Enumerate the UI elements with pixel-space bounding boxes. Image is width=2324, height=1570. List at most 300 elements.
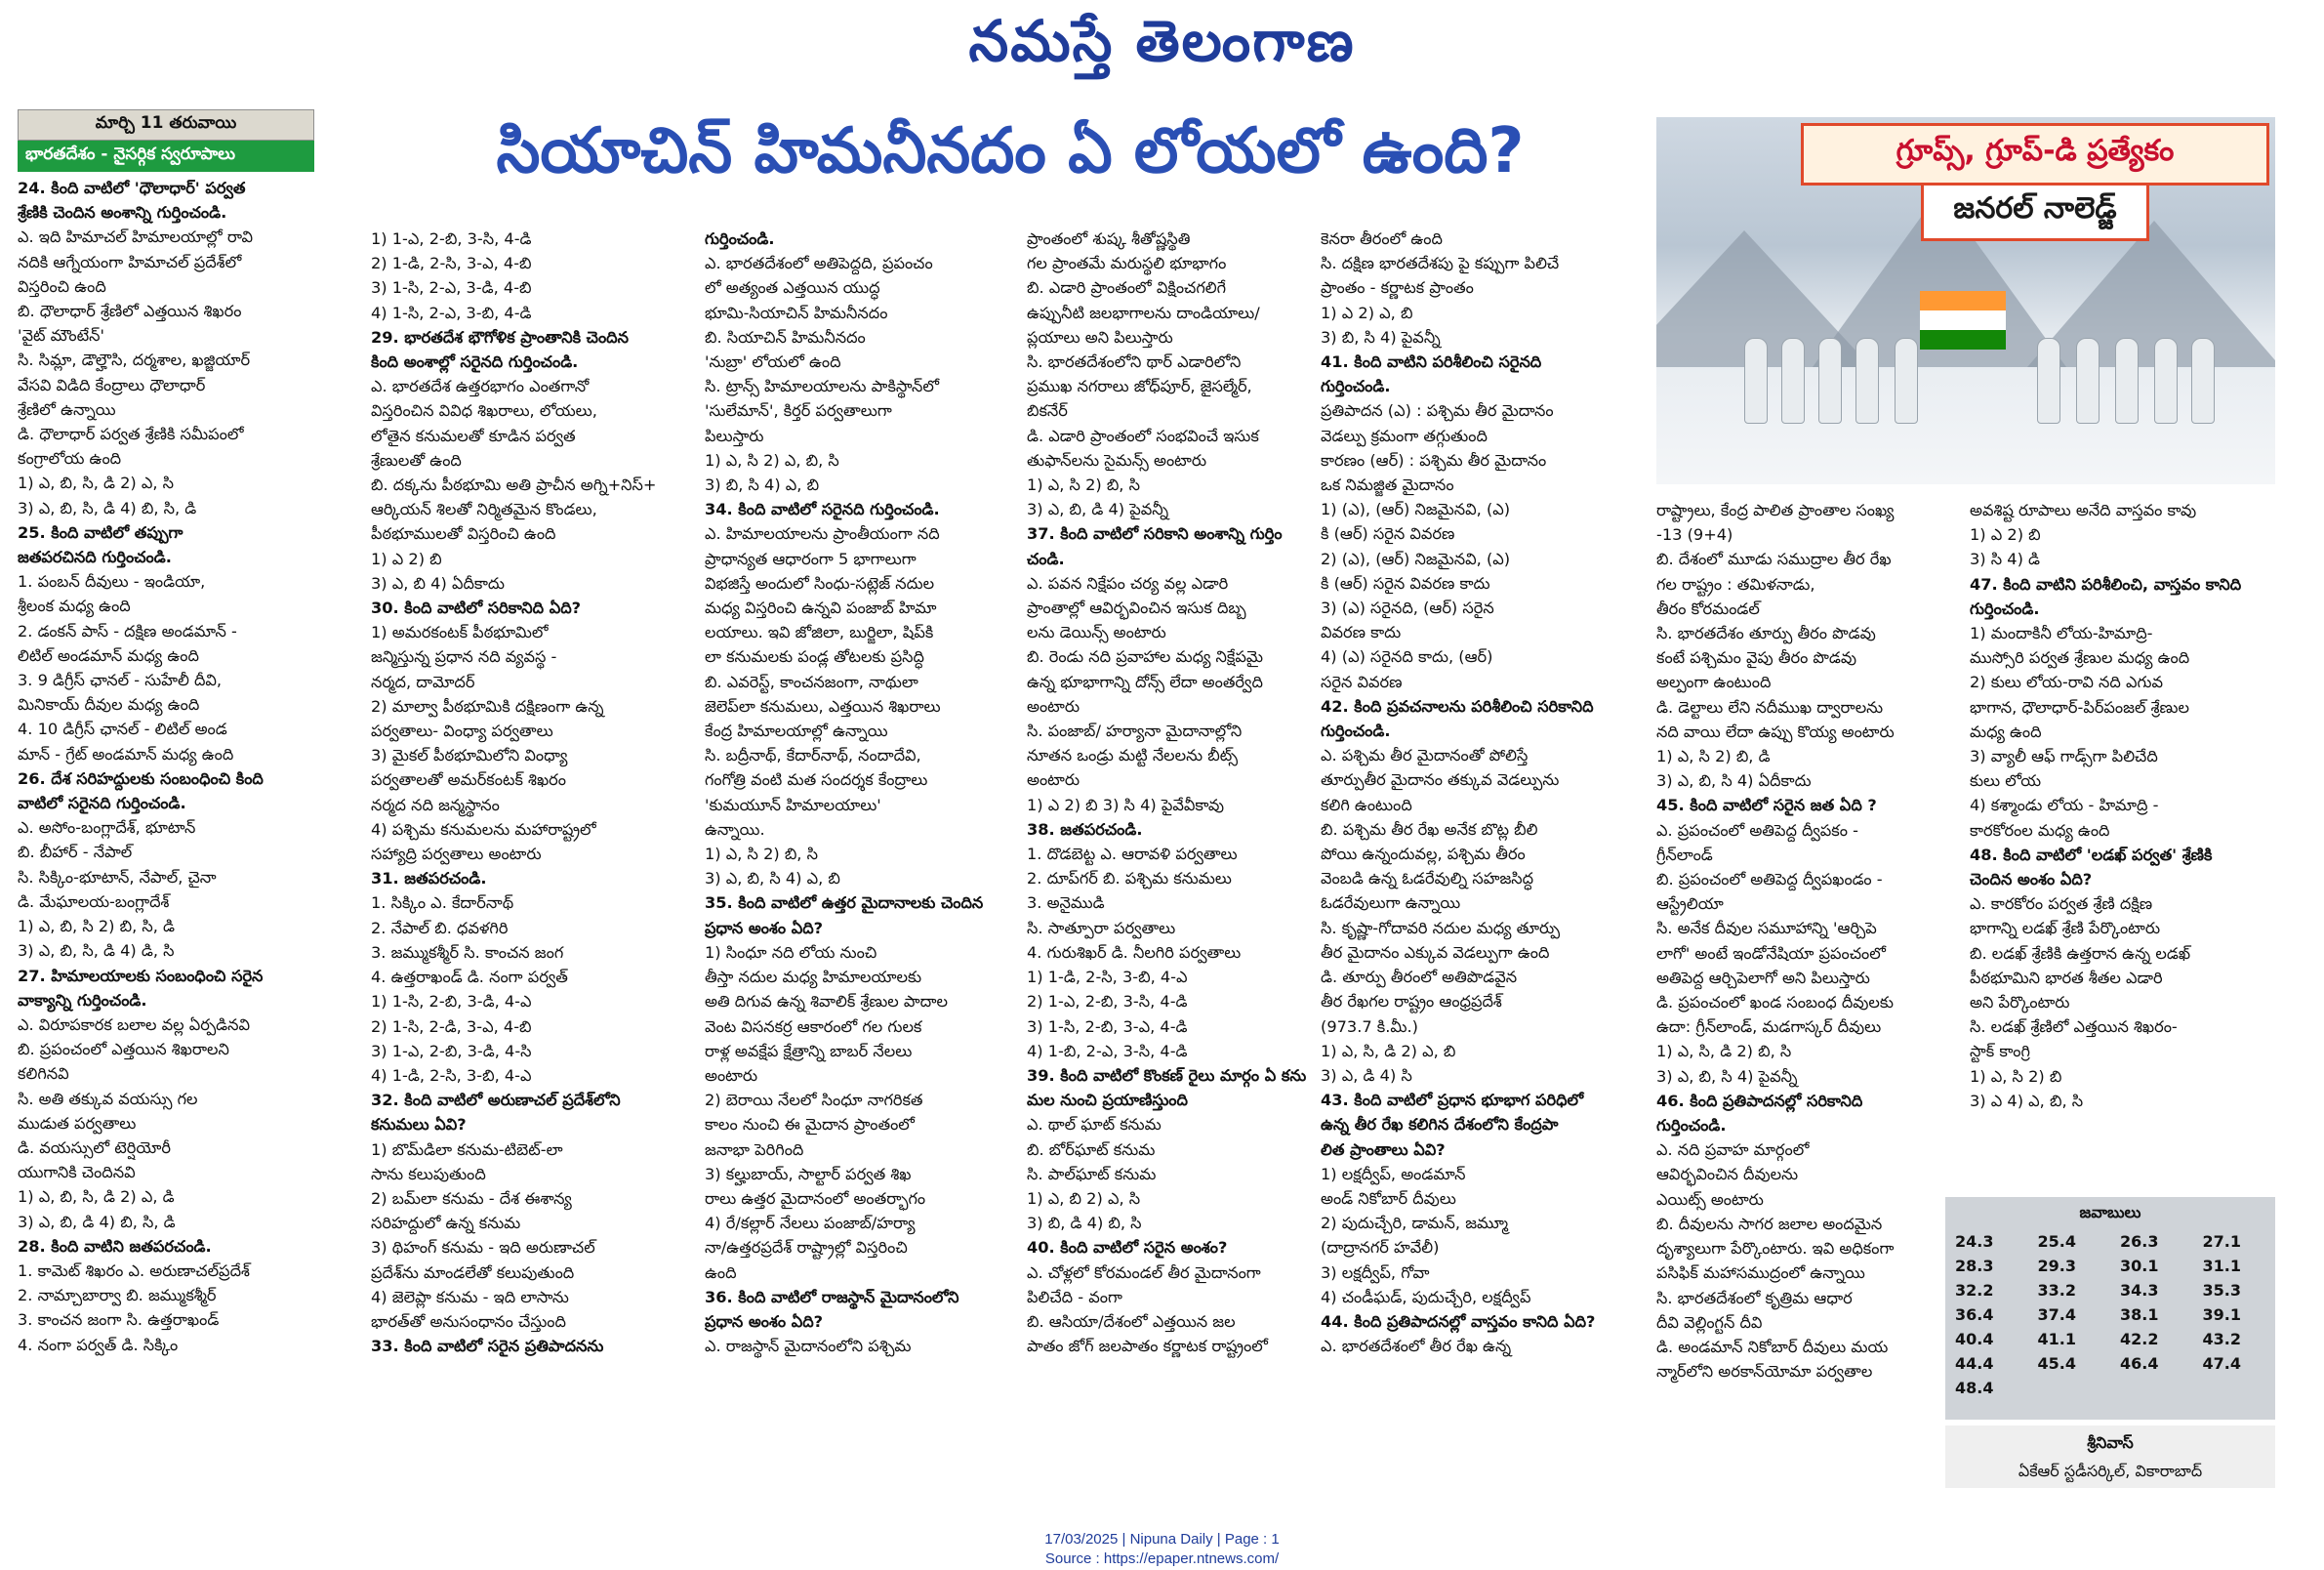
- section-tab-continuation: మార్చి 11 తరువాయి: [18, 109, 314, 141]
- text-line: నదికి ఆగ్నేయంగా హిమాచల్ ప్రదేశ్‌లో: [18, 252, 242, 271]
- text-line: ప్రాధాన్యత ఆధారంగా 5 భాగాలుగా: [705, 549, 917, 568]
- answer-table: [1945, 1229, 2275, 1400]
- answer-row: [1945, 1327, 2275, 1351]
- question-line: 32. కింది వాటిలో అరుణాచల్ ప్రదేశ్‌లోని: [371, 1091, 621, 1110]
- question-line: ప్రధాన అంశం ఏది?: [705, 918, 824, 937]
- text-line: బి. ప్రపంచంలో ఎత్తయిన శిఖరాలని: [18, 1040, 229, 1059]
- text-line: అవశిష్ట రూపాలు అనేది వాస్తవం కావు: [1970, 501, 2197, 519]
- question-line: 35. కింది వాటిలో ఉత్తర మైదానాలకు చెందిన: [705, 893, 984, 913]
- text-line: సి. భారతదేశంలో కృత్రిమ ఆధార: [1656, 1288, 1853, 1307]
- answer-cell: [2193, 1376, 2276, 1400]
- text-line: భాగాన్ని లడఖ్ శ్రేణి పేర్కొంటారు: [1970, 919, 2161, 938]
- text-line: 3. 9 డిగ్రీస్ ఛానల్ - సుహేలీ దీవి,: [18, 671, 223, 690]
- answer-row: [1945, 1351, 2275, 1376]
- text-line: 1) 1-సి, 2-బి, 3-డి, 4-ఎ: [371, 992, 532, 1012]
- answer-cell: [2028, 1376, 2111, 1400]
- text-line: మినికాయ్ దీవుల మధ్య ఉంది: [18, 695, 200, 715]
- author-affiliation: ఏకేఆర్ స్టడీసర్కిల్, వికారాబాద్: [2018, 1462, 2203, 1480]
- answer-cell: 44.4: [1955, 1354, 1994, 1373]
- text-column-1: [18, 176, 322, 1494]
- text-line: 3) 1-సి, 2-బి, 3-ఎ, 4-డి: [1027, 1016, 1188, 1036]
- question-line: 48. కింది వాటిలో 'లడఖ్ పర్వత' శ్రేణికి: [1970, 845, 2213, 864]
- text-line: బి. బోర్‌ఘాట్ కనుమ: [1027, 1139, 1156, 1159]
- text-line: 2) బమ్‌లా కనుమ - దేశ ఈశాన్య: [371, 1188, 572, 1208]
- text-line: 1) ఎ, సి 2) బి: [1970, 1066, 2062, 1086]
- answer-row: [1945, 1278, 2275, 1302]
- text-line: ఉన్నాయి.: [705, 819, 765, 839]
- text-line: బికనేర్: [1027, 401, 1068, 421]
- question-line: 31. జతపరచండి.: [371, 869, 487, 888]
- text-line: 3) ఎ, బి, డి 4) పైవన్నీ: [1027, 500, 1169, 519]
- text-line: 3) ఎ, బి, సి 4) ఎ, బి: [705, 869, 840, 888]
- text-line: లో అత్యంత ఎత్తయిన యుద్ధ: [705, 278, 880, 298]
- masthead: నమస్తే తెలంగాణ: [968, 8, 1356, 74]
- answer-cell: 27.1: [2202, 1232, 2241, 1251]
- text-line: కెనరా తీరంలో ఉంది: [1321, 229, 1443, 248]
- text-line: కులు లోయ: [1970, 771, 2042, 791]
- text-line: కారణం (ఆర్) : పశ్చిమ తీర మైదానం: [1321, 450, 1547, 470]
- answer-cell: 45.4: [2037, 1354, 2076, 1373]
- footer-source-line: Source : https://epaper.ntnews.com/: [1044, 1550, 1280, 1567]
- text-line: సి. సాత్పూరా పర్వతాలు: [1027, 918, 1176, 937]
- text-line: సి. అనేక దీవుల సమూహాన్ని 'ఆర్చిపె: [1656, 919, 1877, 938]
- text-line: సి. ట్రాన్స్ హిమాలయాలను పాకిస్థాన్‌లో: [705, 377, 940, 396]
- question-line: లిత ప్రాంతాలు ఏవి?: [1321, 1139, 1446, 1159]
- answer-cell: 30.1: [2120, 1257, 2159, 1275]
- text-line: ఉంది: [705, 1262, 737, 1282]
- text-line: ఎ. పవన నిక్షేపం చర్య వల్ల ఎడారి: [1027, 573, 1229, 593]
- question-line: 45. కింది వాటిలో సరైన జత ఏది ?: [1656, 796, 1877, 815]
- text-line: లను డెయిన్స్ అంటారు: [1027, 623, 1166, 642]
- text-line: 1) ఎ 2) ఎ, బి: [1321, 303, 1413, 322]
- text-line: అండ్ నికోబార్ దీవులు: [1321, 1188, 1456, 1208]
- badge-title: గ్రూప్స్, గ్రూప్-డి ప్రత్యేకం: [1801, 123, 2269, 186]
- text-line: లాగో' అంటే ఇండోనేషియా ప్రపంచంలో: [1656, 943, 1886, 963]
- text-line: 3) ఎ, బి, డి 4) బి, సి, డి: [18, 1212, 176, 1231]
- text-line: 2) 1-ఎ, 2-బి, 3-సి, 4-డి: [1027, 992, 1188, 1012]
- text-line: 1) ఎ 2) బి: [371, 549, 442, 568]
- text-line: బి. ఆసియా/దేశంలో ఎత్తయిన జల: [1027, 1311, 1236, 1331]
- text-line: 1) ఎ, సి 2) ఎ, బి, సి: [705, 450, 839, 470]
- text-line: ఎ. హిమాలయాలను ప్రాంతీయంగా నది: [705, 524, 940, 544]
- author-name: శ్రీనివాస్: [2087, 1433, 2134, 1452]
- text-line: 1. సిక్కిం ఎ. కేదార్‌నాథ్: [371, 893, 514, 913]
- text-line: పీఠభూమిని భారత శీతల ఎడారి: [1970, 968, 2163, 987]
- text-line: ప్రాంతంలో శుష్క శీతోష్ణస్థితి: [1027, 229, 1191, 248]
- answer-cell: 46.4: [2120, 1354, 2159, 1373]
- text-line: 3) 1-సి, 2-ఎ, 3-డి, 4-బి: [371, 278, 532, 298]
- text-line: పిలుస్తారు: [705, 426, 764, 445]
- text-line: డి. వయస్సులో టెర్షియోరీ: [18, 1137, 171, 1157]
- text-line: దీవి వెల్లింగ్టన్ దీవి: [1656, 1312, 1763, 1332]
- question-line: గుర్తించండి.: [1321, 377, 1391, 396]
- text-line: భాగాన, ధౌలాధార్-పిర్‌పంజల్ శ్రేణుల: [1970, 697, 2189, 717]
- text-line: 2) కులు లోయ-రావి నది ఎగువ: [1970, 673, 2164, 692]
- answer-cell: 37.4: [2037, 1305, 2076, 1324]
- text-line: గంగోత్రి వంటి మత సందర్శక కేంద్రాలు: [705, 770, 928, 790]
- text-line: (973.7 కి.మీ.): [1321, 1016, 1418, 1036]
- text-line: 3. కాంచన జంగా సి. ఉత్తరాఖండ్: [18, 1310, 220, 1330]
- text-line: పర్వతాలతో అమర్‌కంటక్ శిఖరం: [371, 770, 566, 790]
- text-line: బి. ఎడారి ప్రాంతంలో విక్షించగలిగే: [1027, 278, 1227, 298]
- text-line: బి. రెండు నది ప్రవాహాల మధ్య నిక్షేపమై: [1027, 647, 1264, 667]
- text-line: ఎ. అసోం-బంగ్లాదేశ్, భూటాన్: [18, 818, 196, 838]
- footer-date-line: 17/03/2025 | Nipuna Daily | Page : 1: [1044, 1531, 1280, 1548]
- question-line: 34. కింది వాటిలో సరైనది గుర్తించండి.: [705, 500, 940, 519]
- text-line: భారత్‌తో అనుసంధానం చేస్తుంది: [371, 1311, 566, 1331]
- text-line: ఎ. భారతదేశంలో అతిపెద్దది, ప్రపంచం: [705, 254, 933, 273]
- question-line: 39. కింది వాటిలో కొంకణ్ రైలు మార్గం ఏ కను: [1027, 1065, 1307, 1085]
- text-line: తుఫాన్‌లను సైమన్స్ అంటారు: [1027, 450, 1207, 470]
- text-line: ఆర్కియన్ శిలతో నిర్మితమైన కొండలు,: [371, 500, 597, 519]
- text-line: న్మార్‌లోని అరకాన్‌యోమా పర్వతాల: [1656, 1362, 1873, 1382]
- text-line: ప్రాంతం - కర్ణాటక ప్రాంతం: [1321, 278, 1474, 298]
- text-line: బి. ఎవరెస్ట్, కాంచనజంగా, నాథులా: [705, 672, 918, 691]
- text-line: 1) సింధూ నది లోయ నుంచి: [705, 942, 877, 962]
- question-line: 25. కింది వాటిలో తప్పుగా: [18, 522, 183, 542]
- question-line: గుర్తించండి.: [705, 229, 775, 248]
- question-line: 36. కింది వాటిలో రాజస్థాన్ మైదానంలోని: [705, 1287, 959, 1306]
- text-line: సాను కలుపుతుంది: [371, 1164, 486, 1183]
- text-line: సి. భారతదేశంలోని థార్ ఎడారిలోని: [1027, 352, 1242, 372]
- text-line: 4) 1-సి, 2-ఎ, 3-బి, 4-డి: [371, 303, 532, 322]
- text-line: 2. దూప్‌గర్ బి. పశ్చిమ కనుమలు: [1027, 869, 1232, 888]
- question-line: చెందిన అంశం ఏది?: [1970, 870, 2093, 889]
- text-line: గ్రీన్‌లాండ్: [1656, 845, 1713, 864]
- exam-badge: [1801, 123, 2269, 241]
- text-line: యుగానికి చెందినవి: [18, 1163, 136, 1182]
- answer-cell: 47.4: [2202, 1354, 2241, 1373]
- answer-cell: 48.4: [1955, 1379, 1994, 1397]
- question-line: జతపరచినది గుర్తించండి.: [18, 548, 172, 567]
- text-line: 1) ఎ, బి, సి, డి 2) ఎ, డి: [18, 1187, 175, 1207]
- text-line: సి. సిక్కిం-భూటాన్, నేపాల్, చైనా: [18, 867, 217, 887]
- text-line: పర్వతాలు- వింధ్యా పర్వతాలు: [371, 722, 553, 741]
- text-line: ఎయిట్స్ అంటారు: [1656, 1189, 1764, 1209]
- text-line: 3) ఎ, డి 4) సి: [1321, 1065, 1412, 1085]
- text-line: శ్రేణులతో ఉంది: [371, 450, 462, 470]
- text-line: కలిగినవి: [18, 1064, 69, 1084]
- text-line: వెడల్పు క్రమంగా తగ్గుతుంది: [1321, 426, 1488, 445]
- page-footer: [0, 1530, 2324, 1569]
- text-column-3: [705, 227, 1015, 1496]
- question-line: ప్రధాన అంశం ఏది?: [705, 1311, 824, 1331]
- text-line: బి. ధౌలాధార్ శ్రేణిలో ఎత్తయిన శిఖరం: [18, 302, 242, 321]
- text-line: సి. దక్షిణ భారతదేశపు పై కప్పుగా పిలిచే: [1321, 254, 1560, 273]
- question-line: 26. దేశ సరిహద్దులకు సంబంధించి కింది: [18, 768, 264, 788]
- text-line: ప్లయాలు అని పిలుస్తారు: [1027, 327, 1173, 347]
- text-line: 2) (ఎ), (ఆర్) నిజమైనవి, (ఎ): [1321, 549, 1511, 568]
- answer-cell: 43.2: [2202, 1330, 2241, 1348]
- text-line: 1) ఎ, బి, సి, డి 2) ఎ, సి: [18, 474, 175, 493]
- text-line: పసిఫిక్ మహాసముద్రంలో ఉన్నాయి: [1656, 1263, 1865, 1283]
- question-line: శ్రేణికి చెందిన అంశాన్ని గుర్తించండి.: [18, 203, 227, 223]
- text-line: డి. ధౌలాధార్ పర్వత శ్రేణికి సమీపంలో: [18, 425, 244, 444]
- answer-cell: 36.4: [1955, 1305, 1994, 1324]
- text-line: సి. బద్రీనాథ్, కేదార్‌నాథ్, నందాదేవి,: [705, 746, 921, 765]
- text-column-4: [1027, 227, 1316, 1496]
- text-line: ఎ. ప్రపంచంలో అతిపెద్ద ద్వీపకం -: [1656, 820, 1858, 840]
- text-line: దృశ్యాలుగా పేర్కొంటారు. ఇవి అధికంగా: [1656, 1239, 1895, 1259]
- answer-cell: 31.1: [2202, 1257, 2241, 1275]
- text-line: 'కుమయూన్ హిమాలయాలు': [705, 795, 881, 814]
- text-line: 4) జెలెప్లా కనుమ - ఇది లాసాను: [371, 1287, 569, 1306]
- text-line: లా కనుమలకు పండ్ల తోటలకు ప్రసిద్ధి: [705, 647, 924, 667]
- soldiers-photo: [1656, 117, 2275, 484]
- answer-cell: [2110, 1376, 2193, 1400]
- text-line: ఎ. చోళ్లలో కోరమండల్ తీర మైదానంగా: [1027, 1262, 1261, 1282]
- text-line: 4. ఉత్తరాఖండ్ డి. నంగా పర్వత్: [371, 968, 568, 987]
- text-line: 1) ఎ, సి 2) బి, సి: [705, 845, 818, 864]
- text-line: 1) ఎ, బి, సి 2) బి, సి, డి: [18, 917, 176, 936]
- text-line: విభజిస్తే అందులో సింధు-సట్లెజ్ నదుల: [705, 573, 935, 593]
- question-line: 37. కింది వాటిలో సరికాని అంశాన్ని గుర్తిం: [1027, 524, 1283, 544]
- text-line: భూమి-సియాచిన్ హిమనీనదం: [705, 303, 888, 322]
- text-line: ఉప్పునీటి జలభాగాలను దాండియాలు/: [1027, 303, 1260, 322]
- question-line: 28. కింది వాటిని జతపరచండి.: [18, 1236, 212, 1256]
- text-line: 3. జమ్ముకశ్మీర్ సి. కాంచన జంగ: [371, 942, 564, 962]
- text-line: 2) 1-సి, 2-డి, 3-ఎ, 4-బి: [371, 1016, 532, 1036]
- text-line: 3) ఎ, బి, సి, డి 4) బి, సి, డి: [18, 498, 197, 517]
- text-line: లిటిల్ అండమాన్ మధ్య ఉంది: [18, 645, 199, 665]
- text-line: పీఠభూములతో విస్తరించి ఉంది: [371, 524, 556, 544]
- text-line: జనాభా పెరిగింది: [705, 1139, 804, 1159]
- answer-cell: 33.2: [2037, 1281, 2076, 1300]
- text-line: 1) (ఎ), (ఆర్) నిజమైనవి, (ఎ): [1321, 500, 1511, 519]
- text-line: 4. గురుశిఖర్ డి. నీలగిరి పర్వతాలు: [1027, 942, 1242, 962]
- text-line: ఎ. భారతదేశంలో తీర రేఖ ఉన్న: [1321, 1337, 1512, 1356]
- text-line: నూతన ఒండ్రు మట్టి నేలలను బీట్స్: [1027, 746, 1239, 765]
- text-line: డి. ప్రపంచంలో ఖండ సంబంధ దీవులకు: [1656, 993, 1894, 1012]
- text-line: పాతం జోగ్ జలపాతం కర్ణాటక రాష్ట్రంలో: [1027, 1337, 1268, 1356]
- answer-cell: 39.1: [2202, 1305, 2241, 1324]
- text-line: సి. కృష్ణా-గోదావరి నదుల మధ్య తూర్పు: [1321, 918, 1561, 937]
- text-line: సి. భారతదేశం తూర్పు తీరం పొడవు: [1656, 624, 1876, 643]
- text-line: 'నుబ్రా' లోయలో ఉంది: [705, 352, 841, 372]
- text-line: స్టాక్ కాంగ్రి: [1970, 1042, 2030, 1061]
- text-line: డి. ఎడారి ప్రాంతంలో సంభవించే ఇసుక: [1027, 426, 1259, 445]
- text-line: ఉదా: గ్రీన్‌లాండ్, మడగాస్కర్ దీవులు: [1656, 1017, 1882, 1037]
- text-line: ఓడరేవులుగా ఉన్నాయి: [1321, 893, 1461, 913]
- answer-row: [1945, 1229, 2275, 1254]
- text-column-2: [371, 227, 664, 1496]
- text-line: బి. ప్రపంచంలో అతిపెద్ద ద్వీపఖండం -: [1656, 870, 1883, 889]
- question-line: 29. భారతదేశ భౌగోళిక ప్రాంతానికి చెందిన: [371, 327, 629, 347]
- text-line: 3) ఎ, బి, సి 4) పైవన్నీ: [1656, 1066, 1798, 1086]
- question-line: గుర్తించండి.: [1656, 1116, 1727, 1136]
- text-line: తూర్పుతీర మైదానం తక్కువ వెడల్పును: [1321, 770, 1560, 790]
- text-line: 3) థిహంగ్ కనుమ - ఇది అరుణాచల్: [371, 1238, 595, 1258]
- text-line: తీస్తా నదుల మధ్య హిమాలయాలకు: [705, 968, 922, 987]
- text-line: -13 (9+4): [1656, 525, 1733, 545]
- text-line: నర్మద, దామోదర్: [371, 672, 475, 691]
- text-line: అని పేర్కొంటారు: [1970, 993, 2070, 1012]
- question-line: కింది అంశాల్లో సరైనది గుర్తించండి.: [371, 352, 579, 372]
- text-line: కంగ్రాలోయ ఉంది: [18, 449, 122, 469]
- text-line: అంటారు: [1027, 770, 1080, 790]
- text-line: 3) కల్హుబాయ్, సాల్టార్ పర్వత శిఖ: [705, 1164, 912, 1183]
- answer-key: [1945, 1197, 2275, 1420]
- answer-cell: 24.3: [1955, 1232, 1994, 1251]
- text-line: బి. బీహార్ - నేపాల్: [18, 843, 133, 862]
- text-line: కేంద్ర హిమాలయాల్లో ఉన్నాయి: [705, 722, 888, 741]
- text-line: 4. 10 డిగ్రీస్ ఛానల్ - లిటిల్ అండ: [18, 720, 227, 739]
- text-line: జన్మిస్తున్న ప్రధాన నది వ్యవస్థ -: [371, 647, 557, 667]
- answer-cell: 34.3: [2120, 1281, 2159, 1300]
- text-line: బి. సియాచిన్ హిమనీనదం: [705, 327, 866, 347]
- text-line: 4) 1-డి, 2-సి, 3-బి, 4-ఎ: [371, 1065, 532, 1085]
- text-line: సరైన వివరణ: [1321, 672, 1403, 691]
- text-line: తీర మైదానం ఎక్కువ వెడల్పుగా ఉంది: [1321, 942, 1550, 962]
- question-line: 44. కింది ప్రతిపాదనల్లో వాస్తవం కానిది ఏది?: [1321, 1311, 1596, 1331]
- text-line: అంటారు: [705, 1065, 758, 1085]
- text-line: తీరం కోరమండల్: [1656, 599, 1760, 618]
- text-line: ఆస్ట్రేలియా: [1656, 894, 1724, 914]
- text-line: వివరణ కాదు: [1321, 623, 1402, 642]
- text-line: 2. డంకన్ పాస్ - దక్షిణ అండమాన్ -: [18, 621, 237, 640]
- text-line: ప్రాంతాల్లో ఆవిర్భవించిన ఇసుక దిబ్బ: [1027, 599, 1246, 618]
- text-line: 3) 1-ఎ, 2-బి, 3-డి, 4-సి: [371, 1041, 532, 1060]
- text-line: 3) ఎ 4) ఎ, బి, సి: [1970, 1091, 2084, 1110]
- text-line: బి. పశ్చిమ తీర రేఖ అనేక బొట్ల బీలి: [1321, 819, 1538, 839]
- question-line: చండి.: [1027, 549, 1065, 568]
- text-line: 1. కామెట్ శిఖరం ఎ. అరుణాచల్‌ప్రదేశ్: [18, 1260, 250, 1280]
- text-line: 1) ఎ 2) బి: [1970, 525, 2041, 545]
- text-line: 1) లక్షద్వీప్, అండమాన్: [1321, 1164, 1466, 1183]
- text-line: సి. పాల్‌ఘాట్ కనుమ: [1027, 1164, 1157, 1183]
- text-line: 1) ఎ 2) బి 3) సి 4) పైవేవీకావు: [1027, 795, 1225, 814]
- text-line: అంటారు: [1027, 696, 1080, 716]
- question-line: 38. జతపరచండి.: [1027, 819, 1143, 839]
- text-line: కి (ఆర్) సరైన వివరణ కాదు: [1321, 573, 1490, 593]
- text-line: వెంట విసనకర్ర ఆకారంలో గల గులక: [705, 1016, 922, 1036]
- text-line: 3) బి, డి 4) బి, సి: [1027, 1214, 1142, 1233]
- text-line: 1. దొడబెట్ట ఎ. ఆరావళి పర్వతాలు: [1027, 845, 1238, 864]
- text-line: ఎ. థాల్ ఘాట్ కనుమ: [1027, 1115, 1162, 1135]
- text-line: 1) 1-ఎ, 2-బి, 3-సి, 4-డి: [371, 229, 532, 248]
- text-line: 3) బి, సి 4) ఎ, బి: [705, 475, 820, 495]
- question-line: 42. కింది ప్రవచనాలను పరిశీలించి సరికానిది: [1321, 696, 1594, 716]
- text-line: ఎ. రాజస్థాన్ మైదానంలోని పశ్చిమ: [705, 1337, 912, 1356]
- text-line: 4) కశ్మాండు లోయ - హిమాద్రి -: [1970, 796, 2159, 815]
- text-column-6: [1656, 498, 1949, 1494]
- question-line: 27. హిమాలయాలకు సంబంధించి సరైన: [18, 966, 264, 985]
- text-line: ముడుత పర్వతాలు: [18, 1113, 137, 1133]
- text-line: డి. తూర్పు తీరంలో అతిపొడవైన: [1321, 968, 1518, 987]
- text-line: శ్రీలంక మధ్య ఉంది: [18, 597, 131, 616]
- question-line: 43. కింది వాటిలో ప్రధాన భూభాగ పరిధిలో: [1321, 1091, 1584, 1110]
- text-line: 4) (ఎ) సరైనది కాదు, (ఆర్): [1321, 647, 1493, 667]
- question-line: ఉన్న తీర రేఖ కలిగిన దేశంలోని కేంద్రపా: [1321, 1115, 1559, 1135]
- text-line: మధ్య ఉంది: [1970, 722, 2042, 741]
- page-title: సియాచిన్ హిమనీనదం ఏ లోయలో ఉంది?: [496, 115, 1525, 187]
- text-line: 4) పశ్చిమ కనుమలను మహారాష్ట్రలో: [371, 819, 596, 839]
- text-line: 3) మైకల్ పీఠభూమిలోని వింధ్యా: [371, 746, 568, 765]
- text-line: 2) పుదుచ్చేరి, డామన్, జమ్మూ: [1321, 1214, 1509, 1233]
- text-line: 'సులేమాన్', కిర్తర్ పర్వతాలుగా: [705, 401, 892, 421]
- text-line: 4) రే/కల్లార్ నేలలు పంజాబ్/హర్యా: [705, 1214, 916, 1233]
- text-line: ముస్సోరి పర్వత శ్రేణుల మధ్య ఉంది: [1970, 648, 2190, 668]
- question-line: 46. కింది ప్రతిపాదనల్లో సరికానిది: [1656, 1091, 1863, 1110]
- text-line: బి. దీవులను సాగర జలాల అందమైన: [1656, 1214, 1883, 1233]
- text-line: నా/ఉత్తరప్రదేశ్ రాష్ట్రాల్లో విస్తరించి: [705, 1238, 908, 1258]
- text-line: 3) (ఎ) సరైనది, (ఆర్) సరైన: [1321, 599, 1494, 618]
- text-line: 1) ఎ, సి, డి 2) ఎ, బి: [1321, 1041, 1456, 1060]
- question-line: 41. కింది వాటిని పరిశీలించి సరైనది: [1321, 352, 1542, 372]
- text-line: 2. నేపాల్ బి. ధవళగిరి: [371, 918, 509, 937]
- text-line: 4. నంగా పర్వత్ డి. సిక్కిం: [18, 1335, 179, 1354]
- text-line: రాళ్ల అవక్షేప క్షేత్రాన్ని బాబర్ నేలలు: [705, 1041, 913, 1060]
- text-line: గల రాష్ట్రం : తమిళనాడు,: [1656, 574, 1815, 594]
- answer-key-title: జవాబులు: [2079, 1203, 2141, 1221]
- text-column-5: [1321, 227, 1633, 1496]
- text-line: 4) చండీఘడ్, పుదుచ్చేరి, లక్షద్వీప్: [1321, 1287, 1531, 1306]
- text-line: నర్మద నది జన్మస్థానం: [371, 795, 500, 814]
- answer-cell: 32.2: [1955, 1281, 1994, 1300]
- text-line: 3. అనైముడి: [1027, 893, 1105, 913]
- text-line: సి. అతి తక్కువ వయస్సు గల: [18, 1089, 198, 1108]
- answer-cell: 38.1: [2120, 1305, 2159, 1324]
- text-line: 3) వ్యాలీ ఆఫ్ గాడ్స్‌గా పిలిచేది: [1970, 747, 2158, 766]
- text-line: తీర రేఖగల రాష్ట్రం ఆంధ్రప్రదేశ్: [1321, 992, 1502, 1012]
- text-line: 2) బెరాయి నేలలో సింధూ నాగరికత: [705, 1091, 923, 1110]
- text-line: సి. సిమ్లా, డౌల్హౌసి, దర్మశాల, ఖజ్జియార్: [18, 351, 251, 370]
- text-line: 3) ఎ, బి, సి, డి 4) డి, సి: [18, 941, 175, 961]
- answer-cell: 42.2: [2120, 1330, 2159, 1348]
- answer-row: [1945, 1376, 2275, 1400]
- text-line: డి. మేఘాలయ-బంగ్లాదేశ్: [18, 891, 170, 911]
- text-line: ఎ. కారకోరం పర్వత శ్రేణి దక్షిణ: [1970, 894, 2153, 914]
- text-line: అతి దిగువ ఉన్న శివాలిక్ శ్రేణుల పాదాల: [705, 992, 948, 1012]
- answer-cell: 26.3: [2120, 1232, 2159, 1251]
- text-line: విస్తరించి ఉంది: [18, 276, 106, 296]
- text-line: 4) 1-బి, 2-ఎ, 3-సి, 4-డి: [1027, 1041, 1188, 1060]
- text-line: మాన్ - గ్రేట్ అండమాన్ మధ్య ఉంది: [18, 744, 234, 764]
- text-line: కారకోరంల మధ్య ఉంది: [1970, 820, 2110, 840]
- text-line: అతిపెద్ద ఆర్చిపెలాగో అని పిలుస్తారు: [1656, 968, 1870, 987]
- text-line: 3) ఎ, బి, సి 4) ఏదీకాదు: [1656, 771, 1812, 791]
- text-line: 1) ఎ, సి, డి 2) బి, సి: [1656, 1042, 1792, 1061]
- question-line: గుర్తించండి.: [1321, 722, 1391, 741]
- text-line: 3) లక్షద్వీప్, గోవా: [1321, 1262, 1430, 1282]
- text-line: రాలు ఉత్తర మైదానంలో అంతర్భాగం: [705, 1188, 926, 1208]
- text-line: 2) మాల్వా పీఠభూమికి దక్షిణంగా ఉన్న: [371, 696, 604, 716]
- answer-row: [1945, 1254, 2275, 1278]
- text-line: విస్తరించిన వివిధ శిఖరాలు, లోయలు,: [371, 401, 597, 421]
- answer-cell: 25.4: [2037, 1232, 2076, 1251]
- text-line: 1) 1-డి, 2-సి, 3-బి, 4-ఎ: [1027, 968, 1188, 987]
- text-line: ఎ. పశ్చిమ తీర మైదానంతో పోలిస్తే: [1321, 746, 1529, 765]
- text-line: సరిహద్దులో ఉన్న కనుమ: [371, 1214, 521, 1233]
- text-line: బి. దేశంలో మూడు సముద్రాల తీర రేఖ: [1656, 550, 1892, 569]
- answer-cell: 29.3: [2037, 1257, 2076, 1275]
- text-line: (దాద్రానగర్ హవేలీ): [1321, 1238, 1440, 1258]
- text-line: ఎ. విరూపకారక బలాల వల్ల ఏర్పడినవి: [18, 1014, 251, 1034]
- answer-row: [1945, 1302, 2275, 1327]
- answer-cell: 35.3: [2202, 1281, 2241, 1300]
- author-credit: [1945, 1425, 2275, 1488]
- text-line: డి. డెల్టాలు లేని నదీముఖ ద్వారాలను: [1656, 697, 1884, 717]
- text-line: పిలిచేది - వంగా: [1027, 1287, 1122, 1306]
- text-line: 1) ఎ, సి 2) బి, సి: [1027, 475, 1140, 495]
- question-line: 24. కింది వాటిలో 'ధౌలాధార్' పర్వత: [18, 179, 246, 197]
- text-line: 1. పంబన్ దీవులు - ఇండియా,: [18, 572, 206, 592]
- text-line: లయాలు. ఇవి జోజిలా, బుర్జిలా, షిప్‌కి: [705, 623, 934, 642]
- text-line: డి. అండమాన్ నికోబార్ దీవులు మయ: [1656, 1337, 1889, 1356]
- indian-flag-icon: [1920, 291, 2006, 350]
- text-line: సి. లడఖ్ శ్రేణిలో ఎత్తయిన శిఖరం-: [1970, 1017, 2178, 1037]
- answer-cell: 28.3: [1955, 1257, 1994, 1275]
